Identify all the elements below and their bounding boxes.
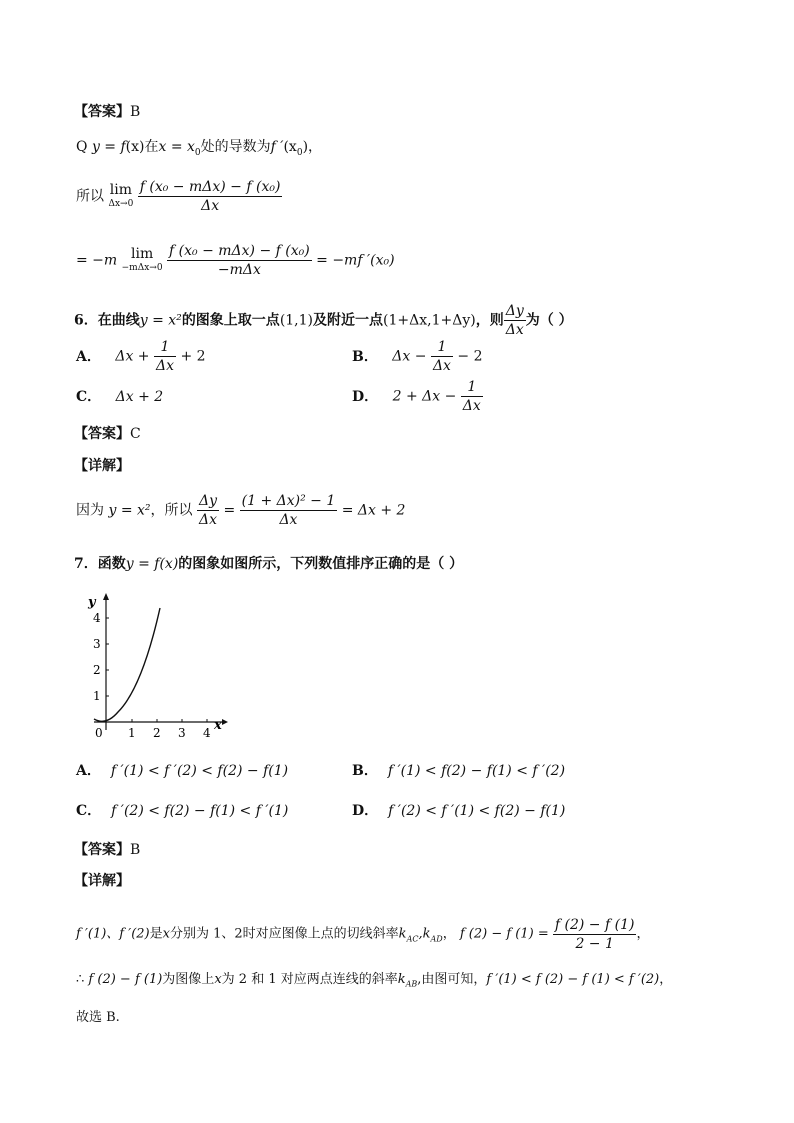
text-span: 的图象上取一点 <box>181 312 280 329</box>
subscript: 0 <box>296 147 303 158</box>
math-expr: (1,1) <box>279 312 314 329</box>
denominator: 2 − 1 <box>575 936 614 952</box>
q5-solution-line3 <box>76 242 395 279</box>
text-span: 函数 <box>97 556 126 572</box>
x-tick-label: 4 <box>203 726 211 740</box>
math-expr: f ′(1) < f(2) − f(1) < f ′(2) <box>387 763 566 779</box>
math-expr: = −m <box>76 252 118 269</box>
x-tick-label: 2 <box>153 726 161 740</box>
numerator: 1 <box>431 338 453 357</box>
therefore-symbol: Q <box>76 139 88 155</box>
option-label: C． <box>76 803 102 819</box>
q7-answer-line <box>74 840 140 860</box>
denominator: Δx <box>462 398 481 414</box>
math-expr: x <box>214 972 222 987</box>
denominator: Δx <box>279 512 298 528</box>
numerator: (1 + Δx)² − 1 <box>241 493 336 509</box>
option-label: B． <box>352 763 378 779</box>
x-tick-label: 1 <box>128 726 136 740</box>
q7-option-d[interactable] <box>352 801 565 821</box>
math-expr: f ′(1)、f ′(2) <box>76 926 150 942</box>
math-expr: Δx − <box>392 348 427 365</box>
text-span: 分别为 1、2时对应图像上点的切线斜率 <box>169 926 399 942</box>
answer-tag: 【答案】 <box>74 426 130 442</box>
q6-option-c[interactable] <box>76 387 163 407</box>
math-expr: x <box>162 926 170 942</box>
text-span: 是 <box>149 926 163 942</box>
q7-detail-tag: 【详解】 <box>74 873 130 889</box>
fraction <box>240 492 338 529</box>
numerator: 1 <box>154 338 176 357</box>
y-tick-label: 2 <box>93 663 101 677</box>
subscript: 0 <box>194 147 201 158</box>
math-expr: = −mf ′(x₀) <box>316 252 395 269</box>
option-label: C． <box>76 389 102 405</box>
text-span: 因为 <box>76 502 104 519</box>
math-expr: f ′(2) < f(2) − f(1) < f ′(1) <box>111 803 289 819</box>
text-span: ，所以 <box>150 502 193 519</box>
fraction <box>461 378 483 415</box>
text-span: ， <box>308 139 323 155</box>
q7-stem <box>74 554 463 574</box>
math-expr: Δx + 2 <box>115 389 164 405</box>
option-label: D． <box>352 388 379 405</box>
math-expr: = Δx + 2 <box>341 502 406 519</box>
q5-solution-line2 <box>76 178 282 215</box>
y-tick-label: 1 <box>93 689 101 703</box>
option-label: A． <box>76 348 101 365</box>
math-expr: (x) <box>125 139 145 155</box>
y-tick-label: 3 <box>93 637 101 651</box>
text-span: 在曲线 <box>97 312 140 329</box>
math-expr: k <box>398 926 407 942</box>
text-span: 处的导数为 <box>200 139 271 155</box>
limit-operator <box>122 247 163 275</box>
math-expr: 2 + Δx − <box>392 388 457 405</box>
numerator: f (x₀ − mΔx) − f (x₀) <box>169 243 310 259</box>
math-expr: f ′(1) < f (2) − f (1) < f ′(2) <box>486 972 660 987</box>
numerator: f (x₀ − mΔx) − f (x₀) <box>139 179 281 195</box>
fraction <box>431 338 453 375</box>
subscript: AC <box>406 934 419 944</box>
denominator: −mΔx <box>217 262 261 278</box>
function-graph <box>84 590 234 740</box>
y-axis-label: y <box>88 595 96 610</box>
fraction <box>167 242 312 279</box>
q7-option-c[interactable] <box>76 801 288 821</box>
answer-tag: 【答案】 <box>74 104 130 120</box>
denominator: Δx <box>198 512 217 528</box>
origin-label: 0 <box>95 726 103 740</box>
option-label: B． <box>352 348 378 365</box>
numerator: f (2) − f (1) <box>554 917 635 933</box>
text-span: ， <box>442 926 456 942</box>
math-expr: (1+Δx,1+Δy) <box>383 312 476 329</box>
denominator: Δx <box>201 198 220 214</box>
text-span: ,由图可知， <box>417 972 487 987</box>
q5-solution-line1 <box>76 137 322 163</box>
lim-subscript: −mΔx→0 <box>121 262 163 273</box>
math-expr: f ′ <box>270 139 284 155</box>
text-span: 及附近一点 <box>313 312 384 329</box>
numerator: 1 <box>461 378 483 397</box>
text-span: 在 <box>144 139 159 155</box>
limit-operator <box>108 183 133 211</box>
math-expr: ) <box>302 139 309 155</box>
text-span: 为 2 和 1 对应两点连线的斜率 <box>221 972 398 987</box>
q6-option-a[interactable] <box>76 338 206 375</box>
q7-option-a[interactable] <box>76 761 288 781</box>
math-expr: + 2 <box>180 348 206 365</box>
text-span: 的图象如图所示，下列数值排序正确的是（ ） <box>178 556 464 572</box>
q6-solution <box>76 492 405 529</box>
q7-option-b[interactable] <box>352 761 565 781</box>
math-expr: f (2) − f (1) <box>88 972 163 987</box>
math-expr: y = x² <box>139 312 182 329</box>
q7-solution-line2 <box>76 970 672 995</box>
text-span: 所以 <box>76 188 104 205</box>
math-expr: f ′(2) < f ′(1) < f(2) − f(1) <box>388 803 566 819</box>
axis-ticks <box>106 618 207 722</box>
text-span: ，则 <box>475 312 504 329</box>
q5-answer-line <box>74 102 140 122</box>
x-axis-label: x <box>214 718 222 733</box>
math-expr: k <box>397 972 406 987</box>
answer-value: C <box>130 426 141 442</box>
option-label: A． <box>76 763 101 779</box>
therefore-symbol: ∴ <box>76 972 85 987</box>
math-expr: x = x <box>158 139 195 155</box>
option-label: D． <box>352 803 379 819</box>
denominator: Δx <box>155 358 174 374</box>
fraction <box>553 916 637 953</box>
subscript: AB <box>405 979 418 989</box>
math-expr: = <box>223 502 236 519</box>
y-axis-arrow <box>103 593 109 600</box>
q7-solution-line1 <box>76 916 649 953</box>
fraction <box>197 492 219 529</box>
lim-word: lim <box>109 181 132 198</box>
answer-value: B <box>130 104 141 120</box>
q6-option-b[interactable] <box>352 338 483 375</box>
x-tick-label: 3 <box>178 726 186 740</box>
fraction <box>138 178 283 215</box>
text-span: ， <box>636 926 650 942</box>
y-tick-label: 4 <box>93 611 101 625</box>
q6-stem <box>74 302 573 339</box>
math-expr: y = f <box>91 139 126 155</box>
q6-detail-tag: 【详解】 <box>74 458 130 474</box>
math-expr: (x <box>283 139 297 155</box>
math-expr: Δx + <box>115 348 150 365</box>
lim-word: lim <box>130 245 154 262</box>
q6-option-d[interactable] <box>352 378 483 415</box>
math-expr: f ′(1) < f ′(2) < f(2) − f(1) <box>110 763 289 779</box>
math-expr: ,k <box>418 926 431 942</box>
numerator: Δy <box>505 303 524 319</box>
text-span: ， <box>659 972 673 987</box>
text-span: 为（ ） <box>525 312 573 329</box>
function-curve <box>94 608 160 721</box>
math-expr: f (2) − f (1) = <box>459 926 549 942</box>
lim-subscript: Δx→0 <box>108 198 134 209</box>
q6-answer-line <box>74 424 141 444</box>
question-number: 7． <box>74 556 98 572</box>
text-span: 为图像上 <box>162 972 215 987</box>
math-expr: y = f(x) <box>125 556 179 572</box>
numerator: Δy <box>198 493 217 509</box>
fraction <box>154 338 176 375</box>
math-expr: y = x² <box>108 502 151 519</box>
question-number: 6． <box>74 312 98 329</box>
denominator: Δx <box>432 358 451 374</box>
x-axis-arrow <box>222 719 228 725</box>
subscript: AD <box>430 934 443 944</box>
fraction <box>504 302 526 339</box>
math-expr: − 2 <box>457 348 483 365</box>
answer-value: B <box>130 842 141 858</box>
denominator: Δx <box>505 322 524 338</box>
answer-tag: 【答案】 <box>74 842 130 858</box>
q7-solution-line3: 故选 B. <box>76 1010 120 1025</box>
